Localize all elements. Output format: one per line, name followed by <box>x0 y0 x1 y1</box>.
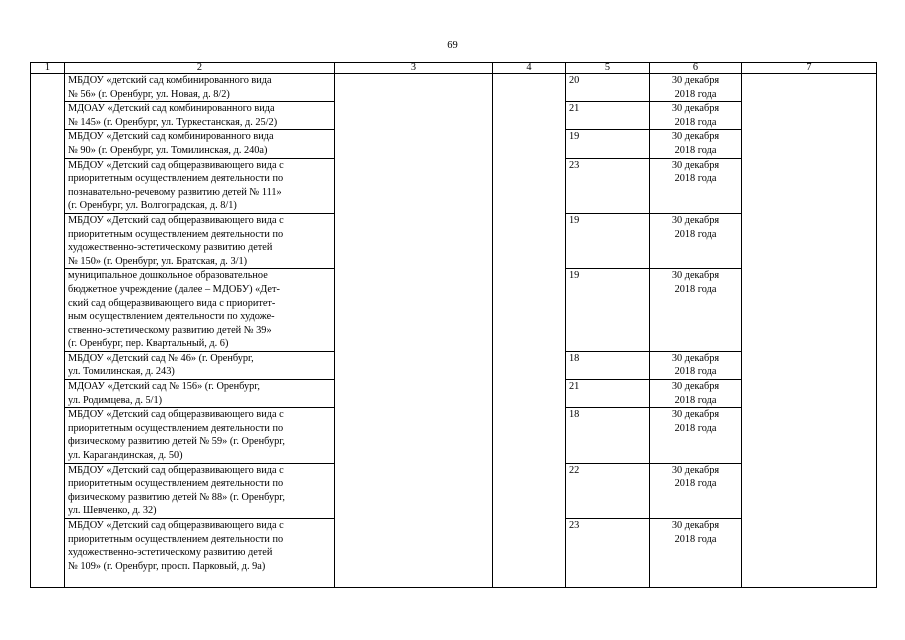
deadline-date: 30 декабря 2018 года <box>650 269 742 352</box>
institution-name: МБДОУ «Детский сад общеразвивающего вида с приоритетным осуществлением деятельности по физическому развитию детей № 59» (г. Оренбург, ул. Карагандинская, д. 50) <box>65 408 335 463</box>
column-5-value: 22 <box>566 463 650 518</box>
column-5-value: 19 <box>566 269 650 352</box>
column-5-value: 23 <box>566 519 650 588</box>
deadline-date: 30 декабря 2018 года <box>650 519 742 588</box>
institution-name: МБДОУ «Детский сад комбинированного вида № 90» (г. Оренбург, ул. Томилинская, д. 240а) <box>65 130 335 158</box>
column-header-5: 5 <box>566 63 650 74</box>
deadline-date: 30 декабря 2018 года <box>650 130 742 158</box>
column-5-value: 18 <box>566 351 650 379</box>
column-5-value: 20 <box>566 74 650 102</box>
column-5-value: 19 <box>566 130 650 158</box>
deadline-date: 30 декабря 2018 года <box>650 463 742 518</box>
column-header-4: 4 <box>493 63 566 74</box>
deadline-date: 30 декабря 2018 года <box>650 408 742 463</box>
deadline-date: 30 декабря 2018 года <box>650 351 742 379</box>
deadline-date: 30 декабря 2018 года <box>650 380 742 408</box>
column-header-3: 3 <box>335 63 493 74</box>
institution-name: МДОАУ «Детский сад комбинированного вида № 145» (г. Оренбург, ул. Туркестанская, д. 25/2) <box>65 102 335 130</box>
column-3-cell <box>335 74 493 588</box>
column-5-value: 21 <box>566 102 650 130</box>
column-5-value: 21 <box>566 380 650 408</box>
column-header-1: 1 <box>31 63 65 74</box>
institution-name: муниципальное дошкольное образовательное бюджетное учреждение (далее – МДОБУ) «Дет- ский сад общеразвивающего вида с приоритет- ным осуществлением деятельности по художе- ственно-эстетическому развитию детей № 39» (г. Оренбург, пер. Квартальный, д. 6) <box>65 269 335 352</box>
column-header-7: 7 <box>742 63 877 74</box>
column-header-2: 2 <box>65 63 335 74</box>
deadline-date: 30 декабря 2018 года <box>650 213 742 268</box>
column-5-value: 23 <box>566 158 650 213</box>
table-row <box>31 74 877 102</box>
institution-name: МБДОУ «Детский сад № 46» (г. Оренбург, ул. Томилинская, д. 243) <box>65 351 335 379</box>
institution-name: МБДОУ «Детский сад общеразвивающего вида с приоритетным осуществлением деятельности по познавательно-речевому развитию детей № 111» (г. Оренбург, ул. Волгоградская, д. 8/1) <box>65 158 335 213</box>
deadline-date: 30 декабря 2018 года <box>650 158 742 213</box>
column-5-value: 19 <box>566 213 650 268</box>
deadline-date: 30 декабря 2018 года <box>650 102 742 130</box>
institution-name: МБДОУ «Детский сад общеразвивающего вида с приоритетным осуществлением деятельности по физическому развитию детей № 88» (г. Оренбург, ул. Шевченко, д. 32) <box>65 463 335 518</box>
column-7-cell <box>742 74 877 588</box>
column-header-6: 6 <box>650 63 742 74</box>
institution-name: МДОАУ «Детский сад № 156» (г. Оренбург, ул. Родимцева, д. 5/1) <box>65 380 335 408</box>
column-1-cell <box>31 74 65 588</box>
institutions-table <box>30 62 877 588</box>
institution-name: МБДОУ «Детский сад общеразвивающего вида с приоритетным осуществлением деятельности по художественно-эстетическому развитию детей № 150» (г. Оренбург, ул. Братская, д. 3/1) <box>65 213 335 268</box>
column-5-value: 18 <box>566 408 650 463</box>
column-number-row <box>31 63 877 74</box>
column-4-cell <box>493 74 566 588</box>
deadline-date: 30 декабря 2018 года <box>650 74 742 102</box>
institution-name: МБДОУ «детский сад комбинированного вида № 56» (г. Оренбург, ул. Новая, д. 8/2) <box>65 74 335 102</box>
institution-name: МБДОУ «Детский сад общеразвивающего вида с приоритетным осуществлением деятельности по художественно-эстетическому развитию детей № 109» (г. Оренбург, просп. Парковый, д. 9а) <box>65 519 335 588</box>
page-number: 69 <box>447 40 458 51</box>
